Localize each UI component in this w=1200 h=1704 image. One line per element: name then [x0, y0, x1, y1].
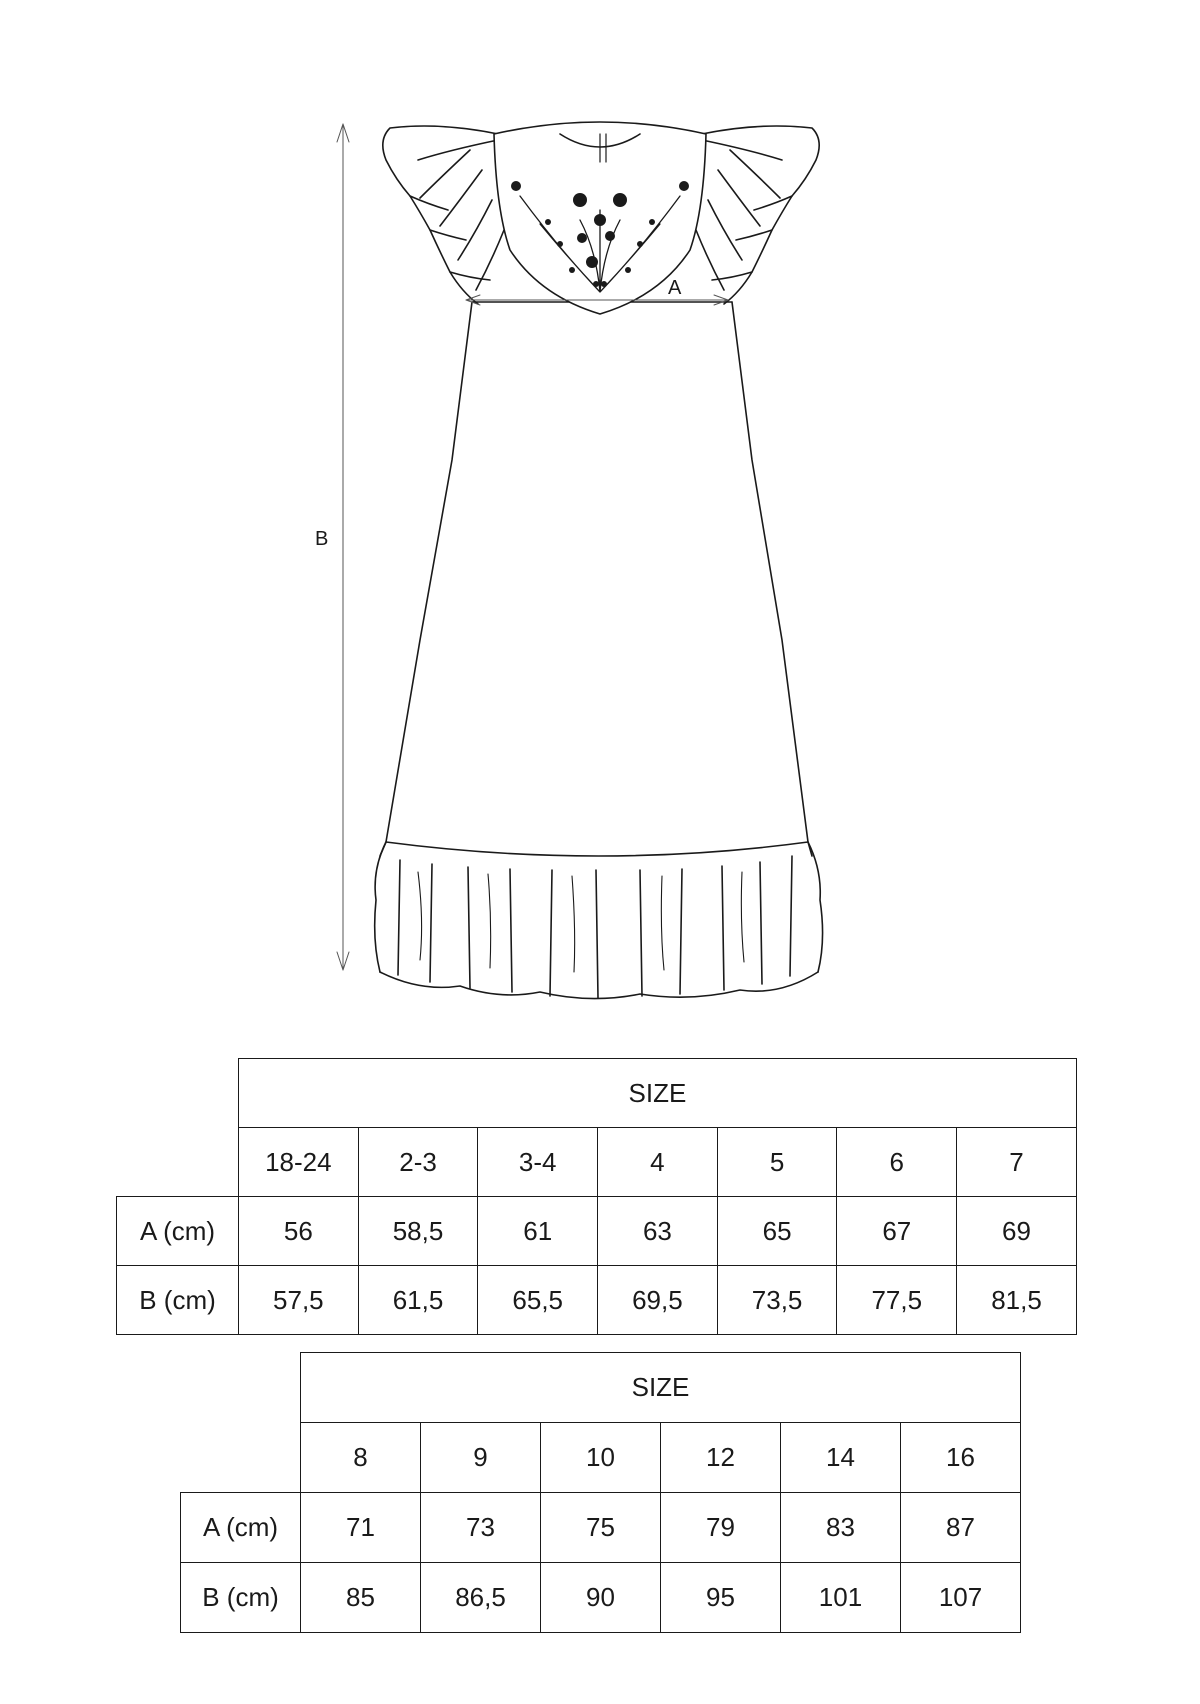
size-header: SIZE: [301, 1353, 1021, 1423]
label-b: B: [315, 528, 329, 550]
value-cell: 75: [541, 1493, 661, 1563]
value-cell: 83: [781, 1493, 901, 1563]
size-chart-table-1: [116, 1058, 1077, 1335]
dress-body: [380, 302, 812, 856]
empty-corner: [117, 1059, 239, 1128]
table-row: [181, 1563, 1021, 1633]
value-cell: 65,5: [478, 1266, 598, 1335]
value-cell: 73: [421, 1493, 541, 1563]
value-cell: 86,5: [421, 1563, 541, 1633]
value-cell: 85: [301, 1563, 421, 1633]
value-cell: 73,5: [717, 1266, 837, 1335]
size-header: SIZE: [239, 1059, 1077, 1128]
label-a: A: [668, 277, 682, 299]
value-cell: 69: [957, 1197, 1077, 1266]
value-cell: 58,5: [358, 1197, 478, 1266]
value-cell: 81,5: [957, 1266, 1077, 1335]
value-cell: 87: [901, 1493, 1021, 1563]
size-cell: 16: [901, 1423, 1021, 1493]
size-cell: 7: [957, 1128, 1077, 1197]
value-cell: 101: [781, 1563, 901, 1633]
table-row: [117, 1266, 1077, 1335]
row-label: A (cm): [117, 1197, 239, 1266]
right-sleeve-ruffle: [696, 126, 819, 304]
empty-corner: [181, 1423, 301, 1493]
row-label: B (cm): [117, 1266, 239, 1335]
hem-ruffle: [375, 842, 823, 999]
value-cell: 65: [717, 1197, 837, 1266]
value-cell: 79: [661, 1493, 781, 1563]
value-cell: 63: [598, 1197, 718, 1266]
size-cell: 14: [781, 1423, 901, 1493]
row-label: A (cm): [181, 1493, 301, 1563]
length-measure-b: [337, 124, 349, 970]
size-cell: 2-3: [358, 1128, 478, 1197]
size-cell: 3-4: [478, 1128, 598, 1197]
value-cell: 67: [837, 1197, 957, 1266]
row-label: B (cm): [181, 1563, 301, 1633]
value-cell: 90: [541, 1563, 661, 1633]
empty-corner: [181, 1353, 301, 1423]
value-cell: 77,5: [837, 1266, 957, 1335]
table-row: [181, 1493, 1021, 1563]
value-cell: 71: [301, 1493, 421, 1563]
size-cell: 10: [541, 1423, 661, 1493]
value-cell: 61: [478, 1197, 598, 1266]
size-cell: 8: [301, 1423, 421, 1493]
size-cell: 18-24: [239, 1128, 359, 1197]
table-row: [117, 1197, 1077, 1266]
empty-corner: [117, 1128, 239, 1197]
value-cell: 69,5: [598, 1266, 718, 1335]
size-cell: 4: [598, 1128, 718, 1197]
value-cell: 61,5: [358, 1266, 478, 1335]
size-cell: 6: [837, 1128, 957, 1197]
size-cell: 5: [717, 1128, 837, 1197]
value-cell: 56: [239, 1197, 359, 1266]
value-cell: 107: [901, 1563, 1021, 1633]
value-cell: 95: [661, 1563, 781, 1633]
value-cell: 57,5: [239, 1266, 359, 1335]
size-chart-table-2: [180, 1352, 1021, 1633]
size-cell: 9: [421, 1423, 541, 1493]
left-sleeve-ruffle: [383, 126, 504, 304]
size-cell: 12: [661, 1423, 781, 1493]
